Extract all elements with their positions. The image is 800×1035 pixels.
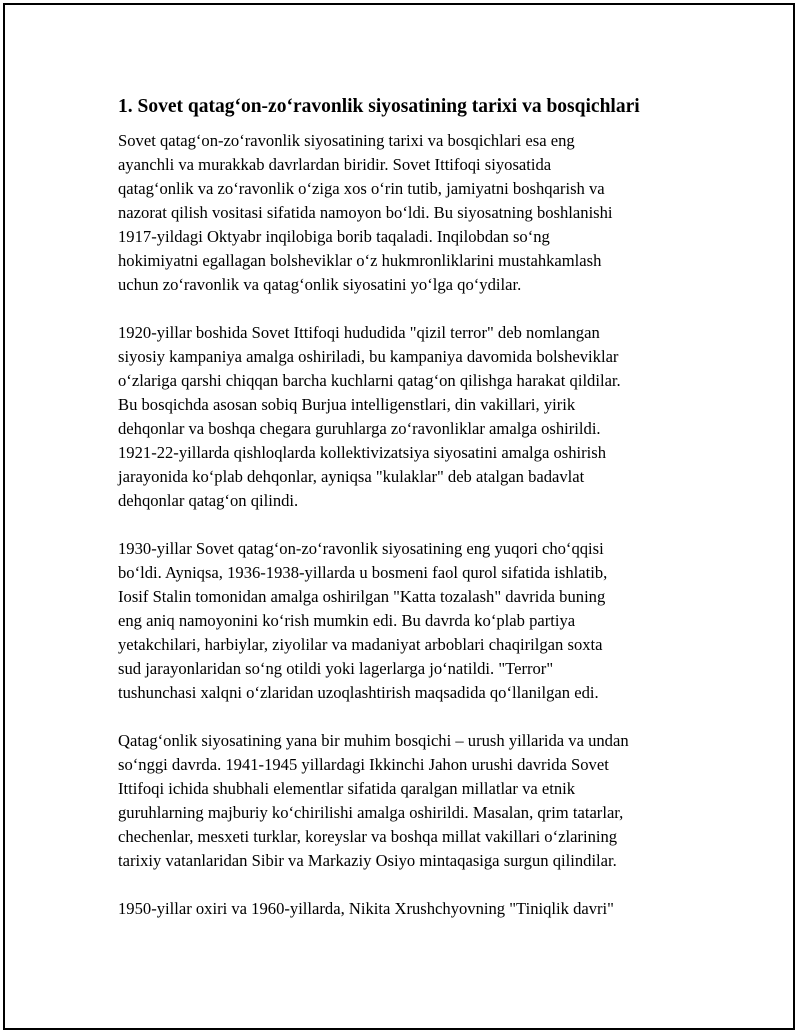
paragraph-line: sud jarayonlaridan so‘ng otildi yoki lagerlarga jo‘natildi. "Terror": [118, 659, 554, 678]
paragraph-line: Sovet qatag‘on-zo‘ravonlik siyosatining tarixi va bosqichlari esa eng: [118, 131, 575, 150]
paragraph-4: [118, 729, 698, 873]
paragraph-line: nazorat qilish vositasi sifatida namoyon bo‘ldi. Bu siyosatning boshlanishi: [118, 203, 613, 222]
paragraph-5: [118, 897, 698, 921]
paragraph-line: dehqonlar va boshqa chegara guruhlarga zo‘ravonliklar amalga oshirildi.: [118, 419, 601, 438]
document-body: [118, 96, 698, 945]
paragraph-line: so‘nggi davrda. 1941-1945 yillardagi Ikkinchi Jahon urushi davrida Sovet: [118, 755, 609, 774]
paragraph-line: 1917-yildagi Oktyabr inqilobiga borib taqaladi. Inqilobdan so‘ng: [118, 227, 550, 246]
paragraph-line: bo‘ldi. Ayniqsa, 1936-1938-yillarda u bosmeni faol qurol sifatida ishlatib,: [118, 563, 608, 582]
paragraph-line: uchun zo‘ravonlik va qatag‘onlik siyosatini yo‘lga qo‘ydilar.: [118, 275, 522, 294]
paragraph-line: tushunchasi xalqni o‘zlaridan uzoqlashtirish maqsadida qo‘llanilgan edi.: [118, 683, 599, 702]
paragraph-line: tarixiy vatanlaridan Sibir va Markaziy Osiyo mintaqasiga surgun qilindilar.: [118, 851, 617, 870]
paragraph-line: Qatag‘onlik siyosatining yana bir muhim bosqichi – urush yillarida va undan: [118, 731, 629, 750]
paragraph-line: dehqonlar qatag‘on qilindi.: [118, 491, 299, 510]
paragraph-3: [118, 537, 698, 705]
paragraph-line: hokimiyatni egallagan bolsheviklar o‘z hukmronliklarini mustahkamlash: [118, 251, 602, 270]
document-title: 1. Sovet qatag‘on-zo‘ravonlik siyosatining tarixi va bosqichlari: [118, 96, 640, 117]
paragraph-line: guruhlarning majburiy ko‘chirilishi amalga oshirildi. Masalan, qrim tatarlar,: [118, 803, 624, 822]
paragraph-line: qatag‘onlik va zo‘ravonlik o‘ziga xos o‘rin tutib, jamiyatni boshqarish va: [118, 179, 605, 198]
paragraph-line: yetakchilari, harbiylar, ziyolilar va madaniyat arboblari chaqirilgan soxta: [118, 635, 603, 654]
paragraph-1: [118, 129, 698, 297]
paragraph-line: Bu bosqichda asosan sobiq Burjua intelligenstlari, din vakillari, yirik: [118, 395, 576, 414]
paragraph-line: jarayonida ko‘plab dehqonlar, ayniqsa "kulaklar" deb atalgan badavlat: [118, 467, 585, 486]
paragraph-line: 1950-yillar oxiri va 1960-yillarda, Nikita Xrushchyovning "Tiniqlik davri": [118, 899, 614, 918]
paragraph-line: chechenlar, mesxeti turklar, koreyslar va boshqa millat vakillari o‘zlarining: [118, 827, 618, 846]
paragraph-line: Iosif Stalin tomonidan amalga oshirilgan "Katta tozalash" davrida buning: [118, 587, 606, 606]
paragraph-line: 1920-yillar boshida Sovet Ittifoqi hududida "qizil terror" deb nomlangan: [118, 323, 600, 342]
paragraph-2: [118, 321, 698, 513]
paragraph-line: o‘zlariga qarshi chiqqan barcha kuchlarni qatag‘on qilishga harakat qildilar.: [118, 371, 621, 390]
paragraph-line: ayanchli va murakkab davrlardan biridir. Sovet Ittifoqi siyosatida: [118, 155, 552, 174]
paragraph-line: siyosiy kampaniya amalga oshiriladi, bu kampaniya davomida bolsheviklar: [118, 347, 619, 366]
paragraph-line: Ittifoqi ichida shubhali elementlar sifatida qaralgan millatlar va etnik: [118, 779, 576, 798]
paragraph-line: 1930-yillar Sovet qatag‘on-zo‘ravonlik siyosatining eng yuqori cho‘qqisi: [118, 539, 604, 558]
paragraph-line: eng aniq namoyonini ko‘rish mumkin edi. Bu davrda ko‘plab partiya: [118, 611, 576, 630]
paragraph-line: 1921-22-yillarda qishloqlarda kollektivizatsiya siyosatini amalga oshirish: [118, 443, 607, 462]
